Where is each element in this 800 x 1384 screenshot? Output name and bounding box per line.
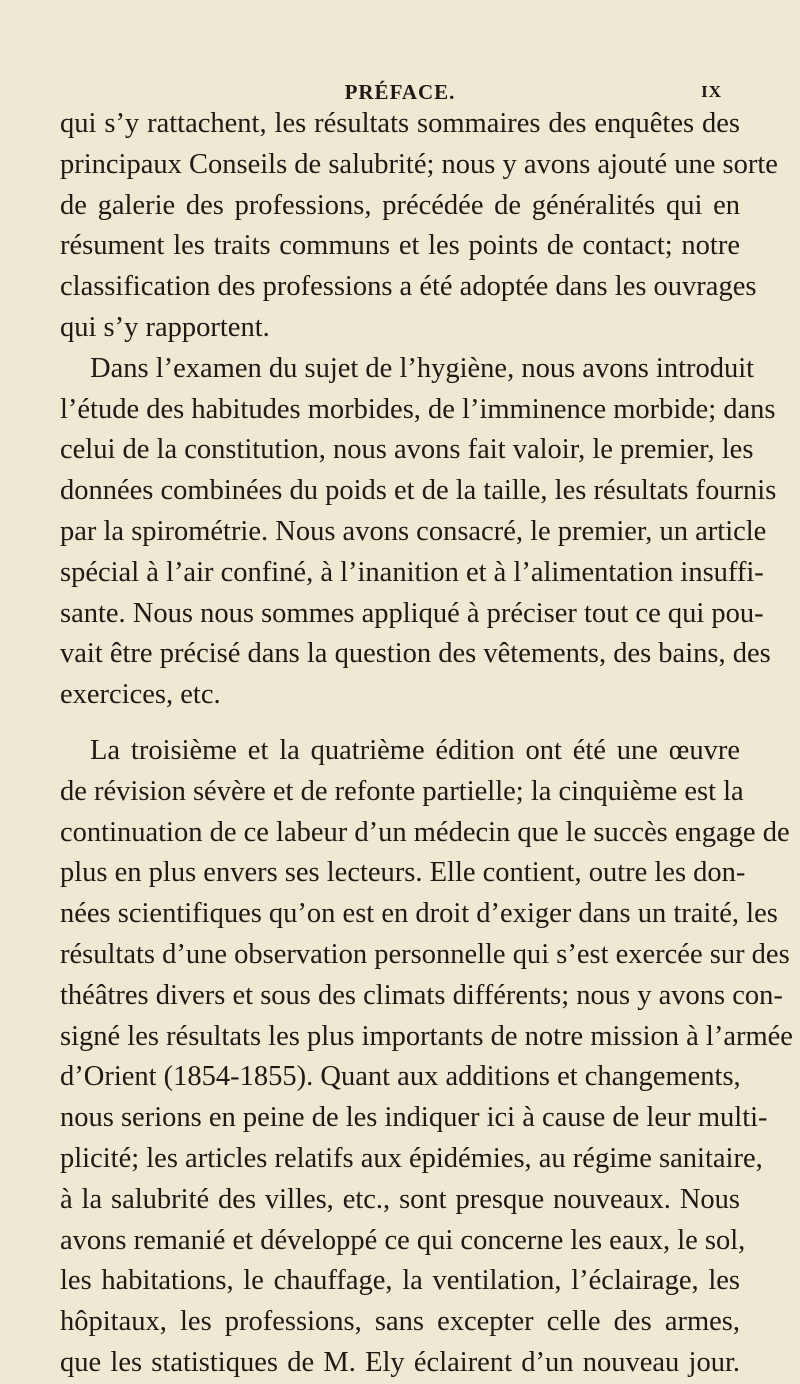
text-line: les habitations, le chauffage, la ventilation, l’éclairage, les bbox=[60, 1265, 740, 1297]
body-text bbox=[60, 104, 793, 1384]
text-line: de galerie des professions, précédée de généralités qui en bbox=[60, 189, 740, 221]
text-line: nées scientifiques qu’on est en droit d’exiger dans un traité, les bbox=[60, 898, 778, 930]
text-line: principaux Conseils de salubrité; nous y avons ajouté une sorte bbox=[60, 148, 778, 180]
text-line: hôpitaux, les professions, sans excepter celle des armes, bbox=[60, 1306, 740, 1338]
page-number: IX bbox=[701, 82, 722, 101]
running-header bbox=[60, 80, 740, 104]
running-title: PRÉFACE. bbox=[344, 80, 456, 104]
paragraph-1 bbox=[60, 104, 778, 349]
text-line: avons remanié et développé ce qui concerne les eaux, le sol, bbox=[60, 1224, 746, 1256]
text-line: à la salubrité des villes, etc., sont presque nouveaux. Nous bbox=[60, 1183, 740, 1215]
text-line: par la spirométrie. Nous avons consacré, le premier, un article bbox=[60, 515, 767, 547]
text-line: sante. Nous nous sommes appliqué à préciser tout ce qui pou- bbox=[60, 597, 764, 629]
text-line: données combinées du poids et de la taille, les résultats fournis bbox=[60, 475, 777, 507]
text-line: nous serions en peine de les indiquer ici à cause de leur multi- bbox=[60, 1102, 768, 1134]
text-line: plus en plus envers ses lecteurs. Elle contient, outre les don- bbox=[60, 857, 746, 889]
text-line: plicité; les articles relatifs aux épidémies, au régime sanitaire, bbox=[60, 1142, 763, 1174]
text-line: spécial à l’air confiné, à l’inanition et à l’alimentation insuffi- bbox=[60, 556, 764, 588]
paragraph-3 bbox=[60, 731, 793, 1384]
text-line: qui s’y rattachent, les résultats sommaires des enquêtes des bbox=[60, 108, 740, 139]
text-line: La troisième et la quatrième édition ont été une œuvre bbox=[90, 734, 740, 766]
text-line: qui s’y rapportent. bbox=[60, 311, 270, 343]
text-line: que les statistiques de M. Ely éclairent d’un nouveau jour. bbox=[60, 1346, 740, 1378]
text-line: classification des professions a été adoptée dans les ouvrages bbox=[60, 271, 757, 303]
text-line: signé les résultats les plus importants de notre mission à l’armée bbox=[60, 1020, 793, 1052]
text-line: résument les traits communs et les points de contact; notre bbox=[60, 230, 740, 262]
text-line: de révision sévère et de refonte partielle; la cinquième est la bbox=[60, 775, 744, 807]
text-line: celui de la constitution, nous avons fait valoir, le premier, les bbox=[60, 434, 754, 466]
text-line: l’étude des habitudes morbides, de l’imminence morbide; dans bbox=[60, 393, 776, 425]
text-line: vait être précisé dans la question des vêtements, des bains, des bbox=[60, 638, 771, 670]
text-line: exercices, etc. bbox=[60, 679, 221, 711]
text-line: résultats d’une observation personnelle qui s’est exercée sur des bbox=[60, 938, 790, 970]
text-line: d’Orient (1854-1855). Quant aux additions et changements, bbox=[60, 1061, 741, 1093]
text-line: Dans l’examen du sujet de l’hygiène, nous avons introduit bbox=[90, 352, 755, 384]
text-line: continuation de ce labeur d’un médecin que le succès engage de bbox=[60, 816, 790, 848]
paragraph-2 bbox=[60, 349, 777, 716]
text-line: théâtres divers et sous des climats différents; nous y avons con- bbox=[60, 979, 783, 1011]
